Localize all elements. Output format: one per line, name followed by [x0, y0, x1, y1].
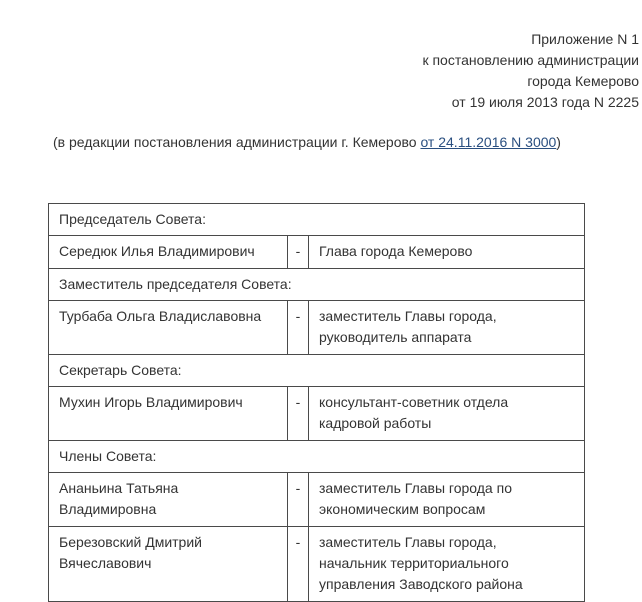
dash-separator: -: [288, 236, 309, 269]
name-line: Владимировна: [59, 501, 157, 517]
position-line: заместитель Главы города,: [319, 534, 497, 550]
section-row: [49, 204, 585, 236]
member-name: Турбаба Ольга Владиславовна: [49, 301, 288, 355]
position-line: заместитель Главы города по: [319, 480, 512, 496]
member-name: [49, 473, 288, 527]
secretary-heading: Секретарь Совета:: [49, 355, 585, 387]
member-name: [49, 527, 288, 602]
member-position: [309, 301, 585, 355]
redaction-note: [53, 132, 561, 152]
name-line: Вячеславович: [59, 555, 152, 571]
member-position: Глава города Кемерово: [309, 236, 585, 269]
name-line: Березовский Дмитрий: [59, 534, 202, 550]
dash-separator: -: [288, 473, 309, 527]
appendix-line: от 19 июля 2013 года N 2225: [451, 94, 639, 110]
appendix-line: Приложение N 1: [531, 31, 639, 47]
section-row: [49, 269, 585, 301]
table-row: [49, 301, 585, 355]
council-composition-table: [48, 203, 585, 602]
redaction-prefix: (в редакции постановления администрации г. Кемерово: [53, 134, 421, 150]
dash-separator: -: [288, 527, 309, 602]
section-row: [49, 441, 585, 473]
chairman-heading: Председатель Совета:: [49, 204, 585, 236]
position-line: консультант-советник отдела: [319, 394, 509, 410]
position-line: руководитель аппарата: [319, 329, 472, 345]
members-heading: Члены Совета:: [49, 441, 585, 473]
redaction-suffix: ): [556, 134, 561, 150]
member-position: [309, 527, 585, 602]
member-name: Середюк Илья Владимирович: [49, 236, 288, 269]
dash-separator: -: [288, 301, 309, 355]
redaction-link[interactable]: от 24.11.2016 N 3000: [420, 134, 557, 150]
appendix-header: [422, 29, 639, 113]
table-row: [49, 387, 585, 441]
name-line: Ананьина Татьяна: [59, 480, 179, 496]
position-line: заместитель Главы города,: [319, 308, 497, 324]
table-row: [49, 527, 585, 602]
member-position: [309, 387, 585, 441]
table-row: [49, 236, 585, 269]
position-line: начальник территориального: [319, 555, 509, 571]
dash-separator: -: [288, 387, 309, 441]
appendix-line: к постановлению администрации: [422, 52, 639, 68]
table-row: [49, 473, 585, 527]
member-name: Мухин Игорь Владимирович: [49, 387, 288, 441]
section-row: [49, 355, 585, 387]
deputy-heading: Заместитель председателя Совета:: [49, 269, 585, 301]
position-line: управления Заводского района: [319, 576, 523, 592]
position-line: экономическим вопросам: [319, 501, 486, 517]
position-line: кадровой работы: [319, 415, 432, 431]
member-position: [309, 473, 585, 527]
appendix-line: города Кемерово: [527, 73, 639, 89]
